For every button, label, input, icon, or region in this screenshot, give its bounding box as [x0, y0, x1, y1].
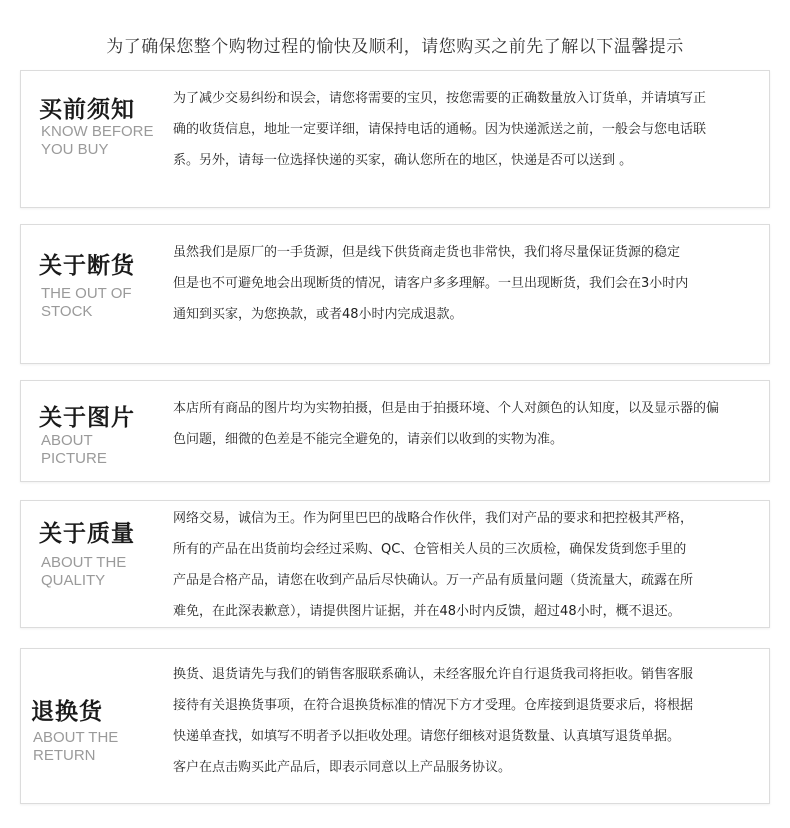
notice-card-out-of-stock — [20, 224, 770, 364]
section-title-cn: 关于质量 — [39, 521, 135, 547]
section-title-cn: 关于断货 — [39, 253, 135, 279]
page-title: 为了确保您整个购物过程的愉快及顺利，请您购买之前先了解以下温馨提示 — [106, 37, 684, 57]
section-title-en: THE OUT OF STOCK — [41, 285, 132, 320]
section-title-en: ABOUT PICTURE — [41, 432, 107, 467]
section-body: 虽然我们是原厂的一手货源，但是线下供货商走货也非常快，我们将尽量保证货源的稳定 但是也不可避免地会出现断货的情况，请客户多多理解。一旦出现断货，我们会在3小时内 通知到买家，为您换款，或者48小时内完成退款。 — [173, 245, 689, 322]
notice-card-about-return — [20, 648, 770, 804]
section-title-en: ABOUT THE RETURN — [33, 729, 119, 764]
section-body: 为了减少交易纠纷和误会，请您将需要的宝贝，按您需要的正确数量放入订货单，并请填写正 确的收货信息，地址一定要详细，请保持电话的通畅。因为快递派送之前，一般会与您电话联 系。另外，请每一位选择快递的买家，确认您所在的地区，快递是否可以送到 。 — [173, 91, 707, 168]
section-title-en: KNOW BEFORE YOU BUY — [41, 123, 154, 158]
section-body: 换货、退货请先与我们的销售客服联系确认，未经客服允许自行退货我司将拒收。销售客服 接待有关退换货事项，在符合退换货标准的情况下方才受理。仓库接到退货要求后，将根据 快递单查找，如填写不明者予以拒收处理。请您仔细核对退货数量、认真填写退货单据。 客户在点击购买此产品后，即表示同意以上产品服务协议。 — [173, 667, 694, 775]
section-title-cn: 买前须知 — [39, 97, 135, 123]
notice-card-about-quality — [20, 500, 770, 628]
section-body: 本店所有商品的图片均为实物拍摄，但是由于拍摄环境、个人对颜色的认知度，以及显示器的偏 色问题，细微的色差是不能完全避免的，请亲们以收到的实物为准。 — [173, 401, 720, 447]
notice-card-about-picture — [20, 380, 770, 482]
section-title-cn: 退换货 — [31, 699, 103, 725]
section-body: 网络交易，诚信为王。作为阿里巴巴的战略合作伙伴，我们对产品的要求和把控极其严格， 所有的产品在出货前均会经过采购、QC、仓管相关人员的三次质检，确保发货到您手里的 产品是合格产品，请您在收到产品后尽快确认。万一产品有质量问题（货流量大，疏露在所 难免，在此深表歉意），请提供图片证据，并在48小时内反馈，超过48小时，概不退还。 — [173, 511, 694, 619]
section-title-en: ABOUT THE QUALITY — [41, 554, 127, 589]
notice-card-know-before-you-buy — [20, 70, 770, 208]
section-title-cn: 关于图片 — [39, 405, 135, 431]
